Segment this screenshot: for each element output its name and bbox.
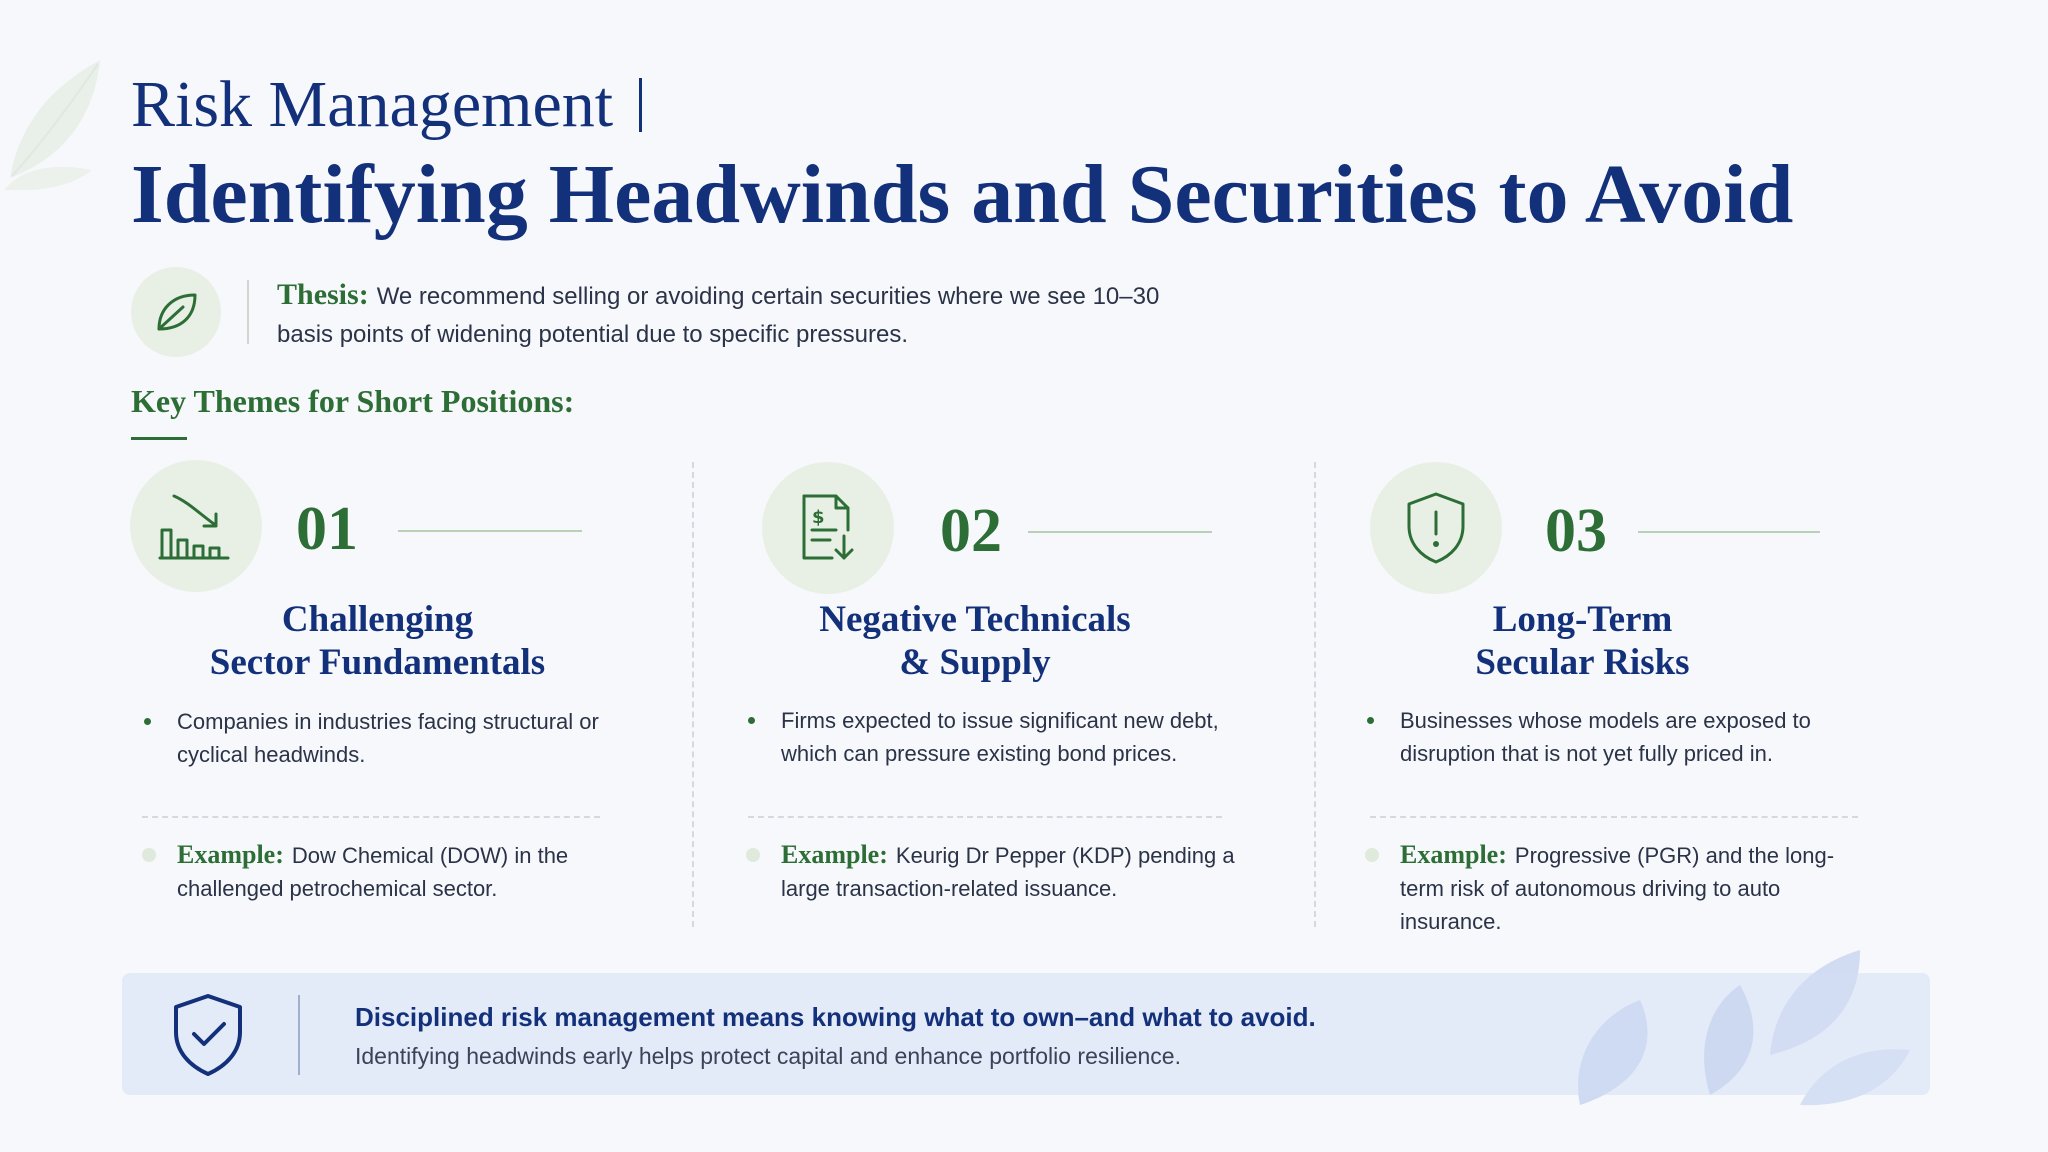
theme-title-line2: Secular Risks: [1475, 642, 1690, 683]
svg-text:$: $: [812, 507, 825, 528]
example-dot: [1365, 848, 1379, 862]
bullet-dot: [1367, 717, 1374, 724]
title-divider: [639, 78, 642, 132]
thesis-body: We recommend selling or avoiding certain securities where we see 10–30 basis points of widening potential due to specific pressures.: [277, 283, 1160, 348]
footer-divider: [298, 995, 300, 1075]
column-separator: [1314, 462, 1316, 927]
number-rule: [398, 530, 582, 532]
thesis-leaf-icon: [131, 267, 221, 357]
decorative-leaves-icon: [1560, 945, 1920, 1115]
example-label: Example:: [781, 840, 888, 869]
example-label: Example:: [177, 840, 284, 869]
footer-headline: Disciplined risk management means knowing what to own–and what to avoid.: [355, 1002, 1316, 1032]
theme-bullet: [781, 704, 1241, 770]
debt-document-icon: [762, 462, 894, 594]
example-dot: [142, 848, 156, 862]
theme-title-line2: Sector Fundamentals: [209, 642, 546, 683]
bullet-text: Businesses whose models are exposed to disruption that is not yet fully priced in.: [1400, 708, 1811, 766]
declining-chart-icon: [130, 460, 262, 592]
theme-title-line2: & Supply: [899, 642, 1051, 683]
example-dot: [746, 848, 760, 862]
example-text: Progressive (PGR) and the long-term risk of autonomous driving to auto insurance.: [1400, 843, 1835, 934]
key-themes-underline: [131, 437, 187, 440]
number-rule: [1638, 531, 1820, 533]
example-label: Example:: [1400, 840, 1507, 869]
example-text: Keurig Dr Pepper (KDP) pending a large transaction-related issuance.: [781, 843, 1235, 901]
column-separator: [692, 462, 694, 927]
thesis-text-block: [277, 276, 1197, 354]
theme-example: [177, 838, 617, 905]
shield-alert-icon: [1370, 462, 1502, 594]
shield-check-icon: [168, 990, 248, 1080]
bullet-dot: [144, 718, 151, 725]
footer-subtext: Identifying headwinds early helps protect capital and enhance portfolio resilience.: [355, 1043, 1181, 1069]
theme-example: [781, 838, 1251, 905]
theme-title-line1: Negative Technicals: [819, 599, 1131, 640]
key-themes-heading: Key Themes for Short Positions:: [131, 383, 575, 419]
page-title-line1: Risk Management: [131, 72, 642, 138]
number-rule: [1028, 531, 1212, 533]
bullet-text: Firms expected to issue significant new debt, which can pressure existing bond prices.: [781, 708, 1219, 766]
theme-number: 02: [940, 497, 1002, 565]
thesis-label: Thesis:: [277, 278, 369, 311]
bullet-dot: [748, 717, 755, 724]
theme-bullet: [1400, 704, 1860, 770]
theme-title: [1355, 598, 1810, 684]
theme-title-line1: Challenging: [281, 599, 474, 640]
bullet-text: Companies in industries facing structural or cyclical headwinds.: [177, 709, 599, 767]
theme-number: 01: [296, 495, 358, 563]
example-text: Dow Chemical (DOW) in the challenged petrochemical sector.: [177, 843, 569, 901]
thesis-divider: [247, 280, 249, 344]
theme-bullet: [177, 705, 617, 771]
theme-title: [745, 598, 1205, 684]
theme-example: [1400, 838, 1850, 938]
dashed-divider: [1370, 816, 1858, 818]
theme-title: [150, 598, 605, 684]
theme-title-line1: Long-Term: [1492, 599, 1673, 640]
page-title-line2: Identifying Headwinds and Securities to Avoid: [131, 148, 1794, 241]
dashed-divider: [142, 816, 600, 818]
decorative-leaf-icon: [0, 50, 110, 190]
dashed-divider: [748, 816, 1222, 818]
theme-number: 03: [1545, 497, 1607, 565]
